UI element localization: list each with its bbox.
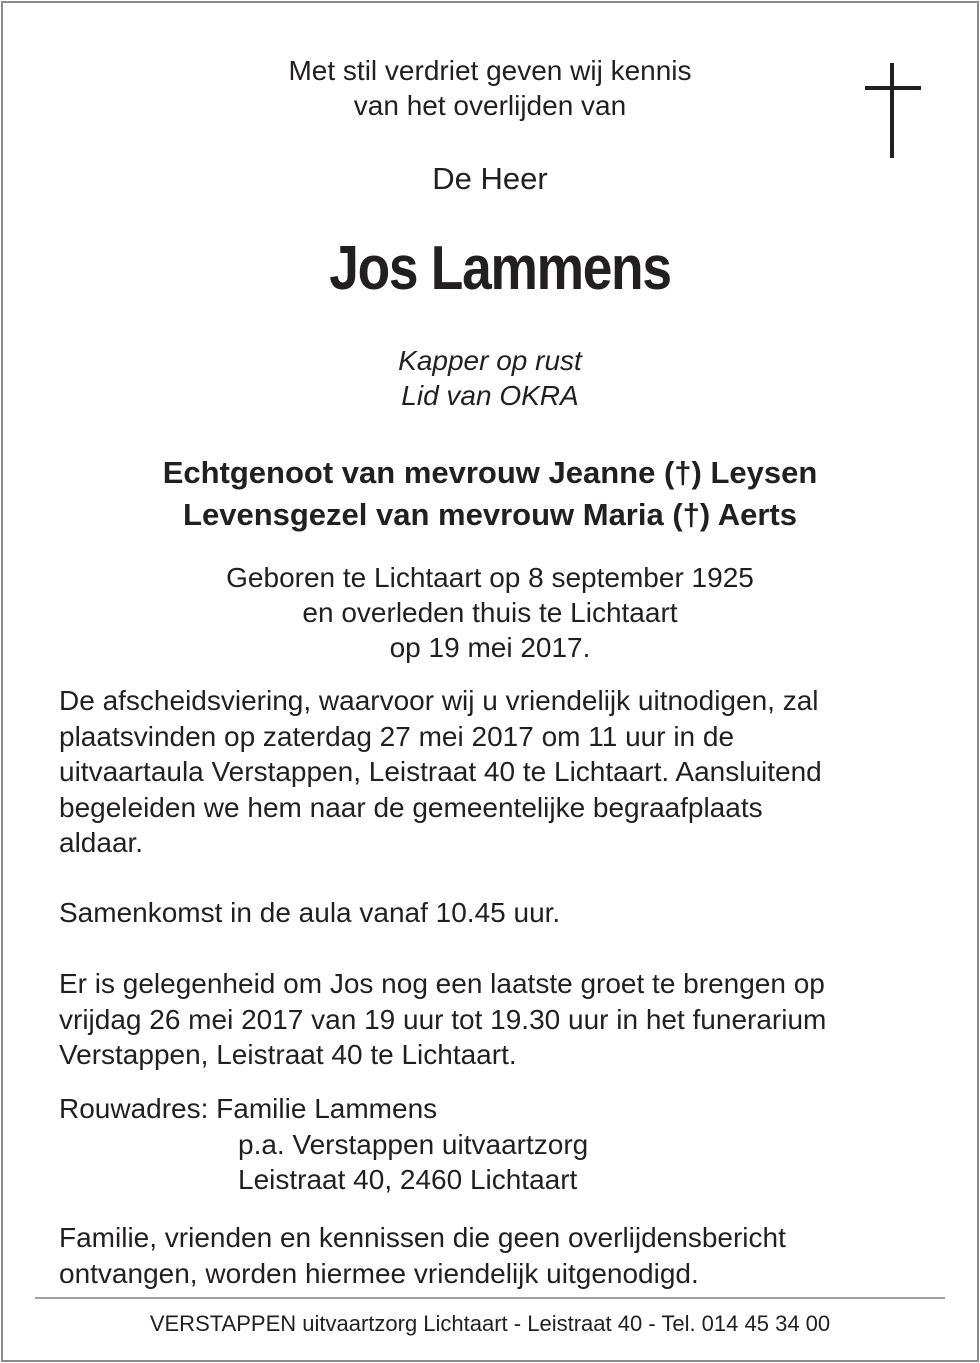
intro-text — [140, 53, 840, 123]
paragraph-line: begeleiden we hem naar de gemeentelijke begraafplaats — [59, 791, 763, 823]
paragraph-line: aldaar. — [59, 827, 144, 858]
gathering-paragraph: Samenkomst in de aula vanaf 10.45 uur. — [59, 897, 561, 928]
intro-line: van het overlijden van — [353, 90, 627, 121]
address-line: p.a. Verstappen uitvaartzorg — [238, 1128, 589, 1160]
relations — [40, 452, 940, 536]
life-dates — [140, 560, 840, 665]
relation-line: Echtgenoot van mevrouw Jeanne (†) Leysen — [162, 455, 818, 490]
paragraph-line: uitvaartaula Verstappen, Leistraat 40 te Lichtaart. Aansluitend — [59, 756, 822, 787]
footer-text: VERSTAPPEN uitvaartzorg Lichtaart - Leistraat 40 - Tel. 014 45 34 00 — [149, 1311, 831, 1336]
paragraph-line: De afscheidsviering, waarvoor wij u vriendelijk uitnodigen, zal — [59, 685, 819, 716]
address-line: Rouwadres: Familie Lammens — [59, 1093, 438, 1124]
cross-icon — [865, 63, 921, 158]
date-line: op 19 mei 2017. — [389, 632, 591, 663]
paragraph-line: Familie, vrienden en kennissen die geen overlijdensbericht — [59, 1222, 786, 1253]
paragraph-line: plaatsvinden op zaterdag 27 mei 2017 om 11 uur in de — [59, 720, 735, 752]
intro-line: Met stil verdriet geven wij kennis — [288, 55, 692, 86]
roles — [140, 343, 840, 413]
footer-divider — [35, 1297, 945, 1299]
closing-paragraph — [59, 1220, 939, 1291]
mourning-address — [59, 1091, 939, 1198]
address-line: Leistraat 40, 2460 Lichtaart — [238, 1164, 578, 1195]
paragraph-line: Er is gelegenheid om Jos nog een laatste groet te brengen op — [59, 968, 825, 999]
paragraph-line: vrijdag 26 mei 2017 van 19 uur tot 19.30 uur in het funerarium — [59, 1003, 827, 1035]
date-line: Geboren te Lichtaart op 8 september 1925 — [226, 562, 754, 593]
role-line: Lid van OKRA — [401, 380, 579, 411]
relation-line: Levensgezel van mevrouw Maria (†) Aerts — [183, 497, 797, 532]
ceremony-paragraph — [59, 683, 939, 861]
date-line: en overleden thuis te Lichtaart — [302, 597, 678, 628]
role-line: Kapper op rust — [398, 345, 582, 376]
paragraph-line: Verstappen, Leistraat 40 te Lichtaart. — [59, 1039, 517, 1070]
paragraph-line: ontvangen, worden hiermee vriendelijk uitgenodigd. — [59, 1257, 699, 1289]
visitation-paragraph — [59, 966, 939, 1073]
deceased-name: Jos Lammens — [329, 234, 671, 303]
title-prefix: De Heer — [432, 161, 548, 196]
